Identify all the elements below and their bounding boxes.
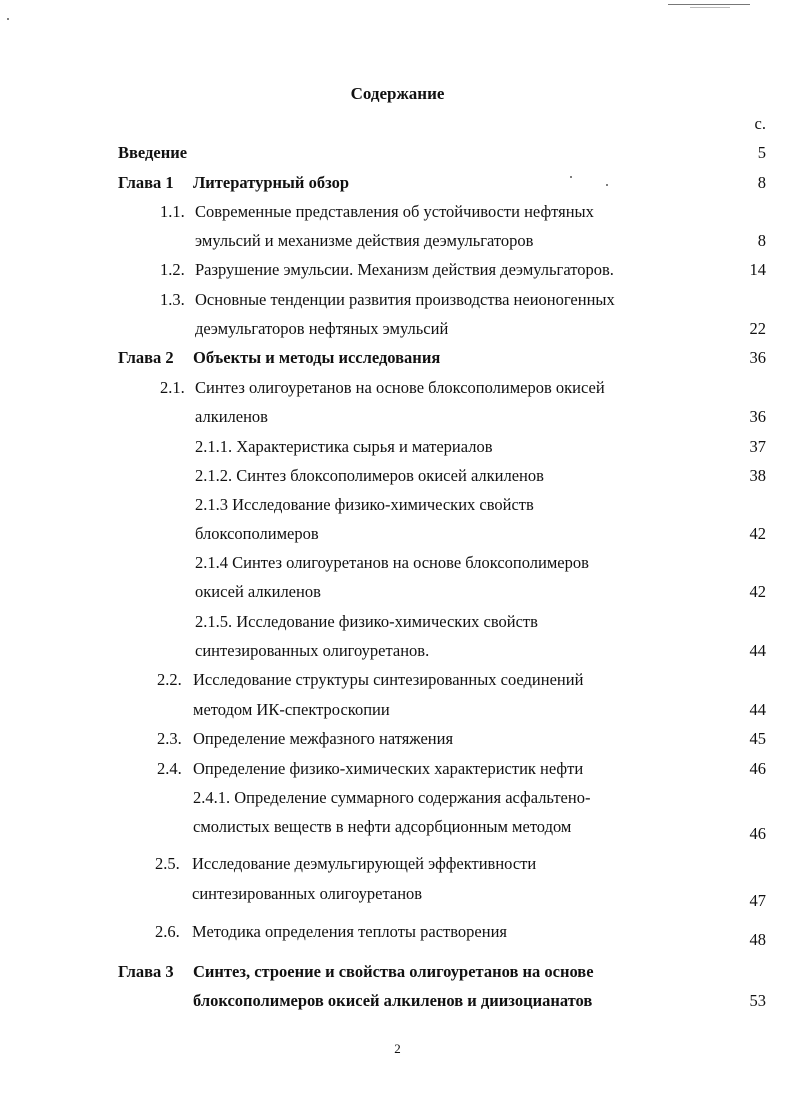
page-title: Содержание [350, 84, 445, 103]
toc-page: 42 [749, 582, 766, 601]
subsection-title-line: 2.4.1. Определение суммарного содержания асфальтено- [193, 788, 591, 807]
chapter-title: Литературный обзор [193, 173, 350, 192]
scan-speck [570, 176, 572, 178]
toc-page: 36 [749, 407, 766, 426]
toc-page-intro: 5 [757, 143, 766, 162]
toc-page: 36 [749, 348, 766, 367]
section-number: 2.4. [157, 759, 182, 778]
chapter-label: Глава 3 [118, 962, 174, 981]
section-title-line: Исследование структуры синтезированных соединений [193, 670, 584, 689]
toc-page: 47 [749, 891, 766, 910]
subsection-title-line: блоксополимеров [195, 524, 319, 543]
scan-line-mark [668, 4, 750, 5]
subsection-title-line: 2.1.2. Синтез блоксополимеров окисей алкиленов [195, 466, 544, 485]
page-column-header: с. [754, 114, 766, 133]
section-title-line: Синтез олигоуретанов на основе блоксополимеров окисей [195, 378, 605, 397]
section-title-line: Современные представления об устойчивости нефтяных [195, 202, 594, 221]
toc-page: 8 [757, 173, 766, 192]
scan-line-mark [690, 7, 730, 8]
subsection-title-line: смолистых веществ в нефти адсорбционным методом [193, 817, 572, 836]
section-title-line: Определение физико-химических характеристик нефти [193, 759, 584, 778]
toc-page: 44 [749, 641, 766, 660]
section-title-line: деэмульгаторов нефтяных эмульсий [195, 319, 449, 338]
section-title-line: алкиленов [195, 407, 268, 426]
section-title-line: Определение межфазного натяжения [193, 729, 454, 748]
chapter-label: Глава 2 [118, 348, 174, 367]
section-title-line: эмульсий и механизме действия деэмульгаторов [195, 231, 534, 250]
section-number: 2.1. [160, 378, 185, 397]
toc-page: 8 [757, 231, 766, 250]
toc-page: 38 [749, 466, 766, 485]
section-number: 1.3. [160, 290, 185, 309]
section-title-line: синтезированных олигоуретанов [192, 884, 423, 903]
section-number: 1.1. [160, 202, 185, 221]
toc-page: 53 [749, 991, 766, 1010]
toc-page: 48 [749, 930, 766, 949]
section-number: 2.6. [155, 922, 180, 941]
subsection-title-line: синтезированных олигоуретанов. [195, 641, 430, 660]
toc-page: 42 [749, 524, 766, 543]
section-title-line: Методика определения теплоты растворения [192, 922, 507, 941]
section-number: 2.3. [157, 729, 182, 748]
subsection-title-line: окисей алкиленов [195, 582, 321, 601]
chapter-title-line: Синтез, строение и свойства олигоуретанов на основе [193, 962, 594, 981]
toc-page: 45 [749, 729, 766, 748]
section-number: 2.5. [155, 854, 180, 873]
toc-page: 46 [749, 759, 766, 778]
subsection-title-line: 2.1.5. Исследование физико-химических свойств [195, 612, 538, 631]
scan-speck [606, 184, 608, 186]
section-title-line: Исследование деэмульгирующей эффективности [192, 854, 537, 873]
chapter-label: Глава 1 [118, 173, 174, 192]
toc-page: 22 [749, 319, 766, 338]
section-number: 1.2. [160, 260, 185, 279]
page-number: 2 [394, 1041, 401, 1056]
toc-page: 46 [749, 824, 766, 843]
section-title-line: Разрушение эмульсии. Механизм действия деэмульгаторов. [195, 260, 614, 279]
toc-page: 44 [749, 700, 766, 719]
chapter-title-line: блоксополимеров окисей алкиленов и диизоцианатов [193, 991, 593, 1010]
section-title-line: Основные тенденции развития производства неионогенных [195, 290, 615, 309]
scan-speck [7, 18, 9, 20]
section-title-line: методом ИК-спектроскопии [193, 700, 390, 719]
subsection-title-line: 2.1.3 Исследование физико-химических свойств [195, 495, 534, 514]
chapter-title: Объекты и методы исследования [193, 348, 441, 367]
toc-page: 14 [749, 260, 766, 279]
toc-entry-intro: Введение [118, 143, 188, 162]
toc-page: 37 [749, 437, 766, 456]
subsection-title-line: 2.1.4 Синтез олигоуретанов на основе блоксополимеров [195, 553, 589, 572]
subsection-title-line: 2.1.1. Характеристика сырья и материалов [195, 437, 493, 456]
section-number: 2.2. [157, 670, 182, 689]
